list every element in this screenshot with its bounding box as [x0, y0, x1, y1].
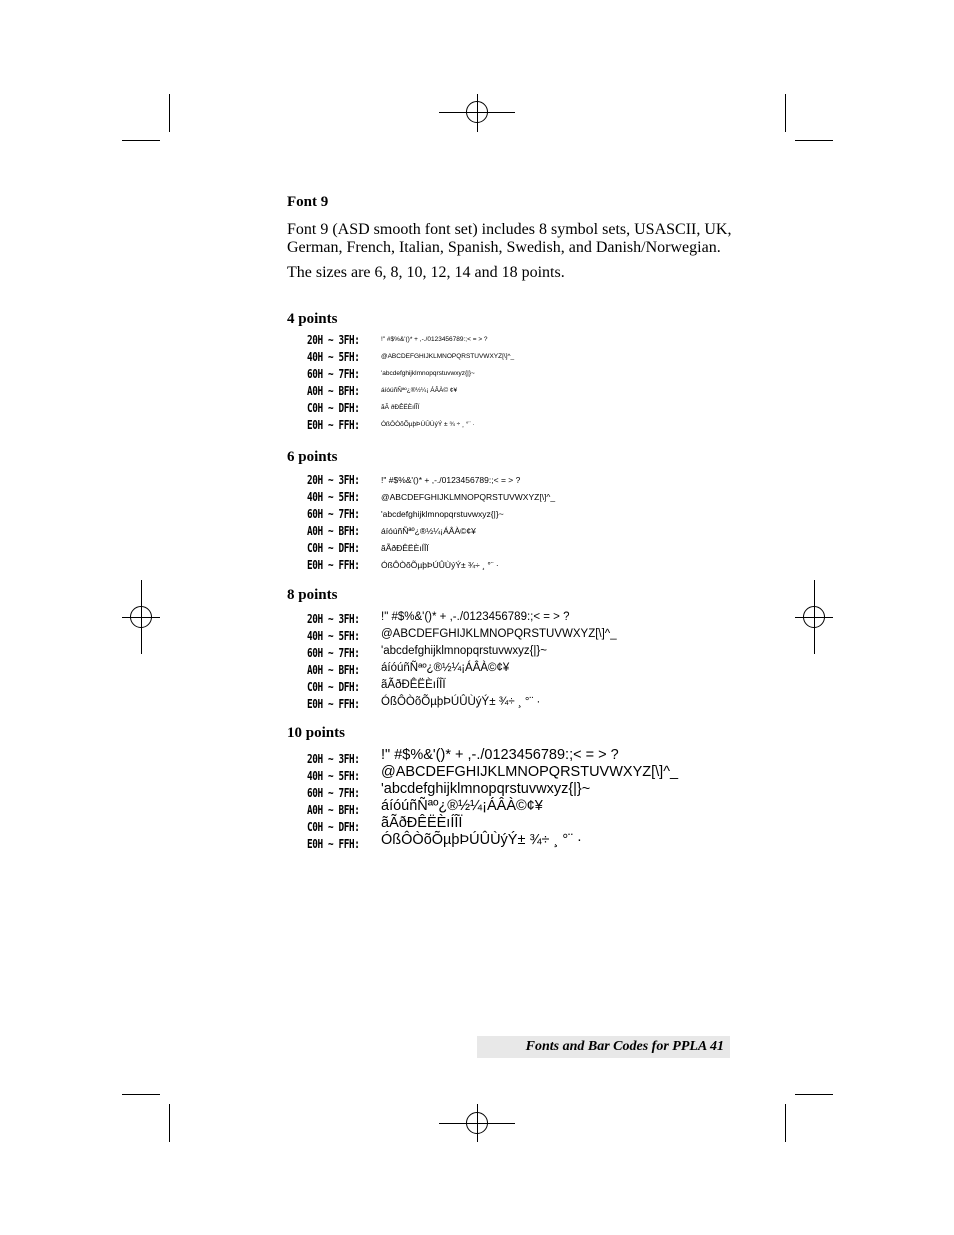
- sample-text: 'abcdefghijklmnopqrstuvwxyz{|}~: [381, 645, 547, 657]
- range-label: E0H ~ FFH:: [307, 418, 360, 432]
- intro-paragraph: Font 9 (ASD smooth font set) includes 8 symbol sets, USASCII, UK, German, French, Italian, Spanish, Swedish, and Danish/Norwegian.: [287, 221, 732, 256]
- page-footer: [477, 1036, 730, 1058]
- section-4-points: [287, 311, 515, 432]
- range-label: 40H ~ 5FH:: [307, 490, 360, 504]
- crop-mark: [169, 1104, 170, 1142]
- range-label: 20H ~ 3FH:: [307, 473, 360, 487]
- crop-mark: [169, 94, 170, 132]
- sample-text: áíóúñÑªº¿®½¼¡ ÁÂÀ© ¢¥: [381, 387, 458, 394]
- section-8-points: [287, 587, 617, 711]
- sample-text: @ABCDEFGHIJKLMNOPQRSTUVWXYZ[\]^_: [381, 764, 679, 780]
- crop-mark: [795, 140, 833, 141]
- sample-text: 'abcdefghijklmnopqrstuvwxyz{|}~: [381, 781, 591, 797]
- range-label: 20H ~ 3FH:: [307, 612, 360, 626]
- crop-mark: [122, 1094, 160, 1095]
- range-label: E0H ~ FFH:: [307, 697, 360, 711]
- range-label: 20H ~ 3FH:: [307, 752, 360, 766]
- range-label: 60H ~ 7FH:: [307, 367, 360, 381]
- sample-text: áíóúñÑªº¿®½¼¡ÁÂÀ©¢¥: [381, 526, 476, 536]
- sample-text: ãÃðÐÊËÈıÍÎÏ: [381, 543, 429, 553]
- section-10-points: [287, 725, 679, 851]
- sample-text: ÓßÔÒõÕµþÞÚÛÙýÝ ± ¾ ÷ ¸ °¨ ·: [381, 421, 475, 428]
- range-label: A0H ~ BFH:: [307, 803, 360, 817]
- range-label: 40H ~ 5FH:: [307, 629, 360, 643]
- sample-text: áíóúñÑªº¿®½¼¡ÁÂÀ©¢¥: [381, 662, 510, 674]
- range-label: C0H ~ DFH:: [307, 541, 360, 555]
- sample-text: ãÃðÐÊËÈıÍÎÏ: [381, 815, 463, 831]
- sample-text: áíóúñÑªº¿®½¼¡ÁÂÀ©¢¥: [381, 798, 543, 814]
- range-label: 60H ~ 7FH:: [307, 786, 360, 800]
- section-title: 10 points: [287, 725, 345, 741]
- section-title: 8 points: [287, 587, 338, 603]
- sample-text: !" #$%&'()* + ,-./0123456789:;< = > ?: [381, 747, 619, 763]
- section-6-points: [287, 449, 556, 572]
- sample-text: !" #$%&'()* + ,-./0123456789:;< = > ?: [381, 611, 570, 623]
- sample-text: ãÃ ðÐÊËÈıÍÎÏ: [381, 404, 420, 411]
- range-label: C0H ~ DFH:: [307, 401, 360, 415]
- sample-text: @ABCDEFGHIJKLMNOPQRSTUVWXYZ[\]^_: [381, 492, 556, 502]
- crop-mark: [795, 1094, 833, 1095]
- section-title: 6 points: [287, 449, 338, 465]
- range-label: 60H ~ 7FH:: [307, 507, 360, 521]
- range-label: C0H ~ DFH:: [307, 820, 360, 834]
- sample-text: ãÃðÐÊËÈıÍÎÏ: [381, 679, 446, 691]
- sample-text: @ABCDEFGHIJKLMNOPQRSTUVWXYZ[\]^_: [381, 628, 617, 640]
- crop-mark: [785, 1104, 786, 1142]
- sizes-paragraph: The sizes are 6, 8, 10, 12, 14 and 18 points.: [287, 264, 565, 281]
- sample-text: !" #$%&'()* + ,-./0123456789:;< = > ?: [381, 336, 488, 343]
- range-label: 60H ~ 7FH:: [307, 646, 360, 660]
- range-label: A0H ~ BFH:: [307, 663, 360, 677]
- sample-text: 'abcdefghijklmnopqrstuvwxyz{|}~: [381, 509, 504, 519]
- range-label: 40H ~ 5FH:: [307, 350, 360, 364]
- crop-mark: [785, 94, 786, 132]
- page-heading: Font 9: [287, 194, 329, 210]
- sample-text: !" #$%&'()* + ,-./0123456789:;< = > ?: [381, 475, 521, 485]
- range-label: A0H ~ BFH:: [307, 524, 360, 538]
- range-label: 20H ~ 3FH:: [307, 333, 360, 347]
- sample-text: 'abcdefghijklmnopqrstuvwxyz{|}~: [381, 370, 475, 377]
- range-label: C0H ~ DFH:: [307, 680, 360, 694]
- range-label: E0H ~ FFH:: [307, 837, 360, 851]
- sample-text: ÓßÔÒõÕµþÞÚÛÙýÝ± ¾÷ ¸ °¨ ·: [381, 696, 541, 708]
- sample-text: ÓßÔÒõÕµþÞÚÛÙýÝ± ¾÷ ¸ °¨ ·: [381, 560, 499, 570]
- intro-block: [287, 194, 732, 289]
- crop-mark: [122, 140, 160, 141]
- sample-text: @ABCDEFGHIJKLMNOPQRSTUVWXYZ[\]^_: [381, 353, 515, 360]
- range-label: A0H ~ BFH:: [307, 384, 360, 398]
- footer-text: Fonts and Bar Codes for PPLA 41: [525, 1039, 724, 1054]
- range-label: E0H ~ FFH:: [307, 558, 360, 572]
- sample-text: ÓßÔÒõÕµþÞÚÛÙýÝ± ¾÷ ¸ °¨ ·: [381, 832, 582, 848]
- range-label: 40H ~ 5FH:: [307, 769, 360, 783]
- section-title: 4 points: [287, 311, 338, 327]
